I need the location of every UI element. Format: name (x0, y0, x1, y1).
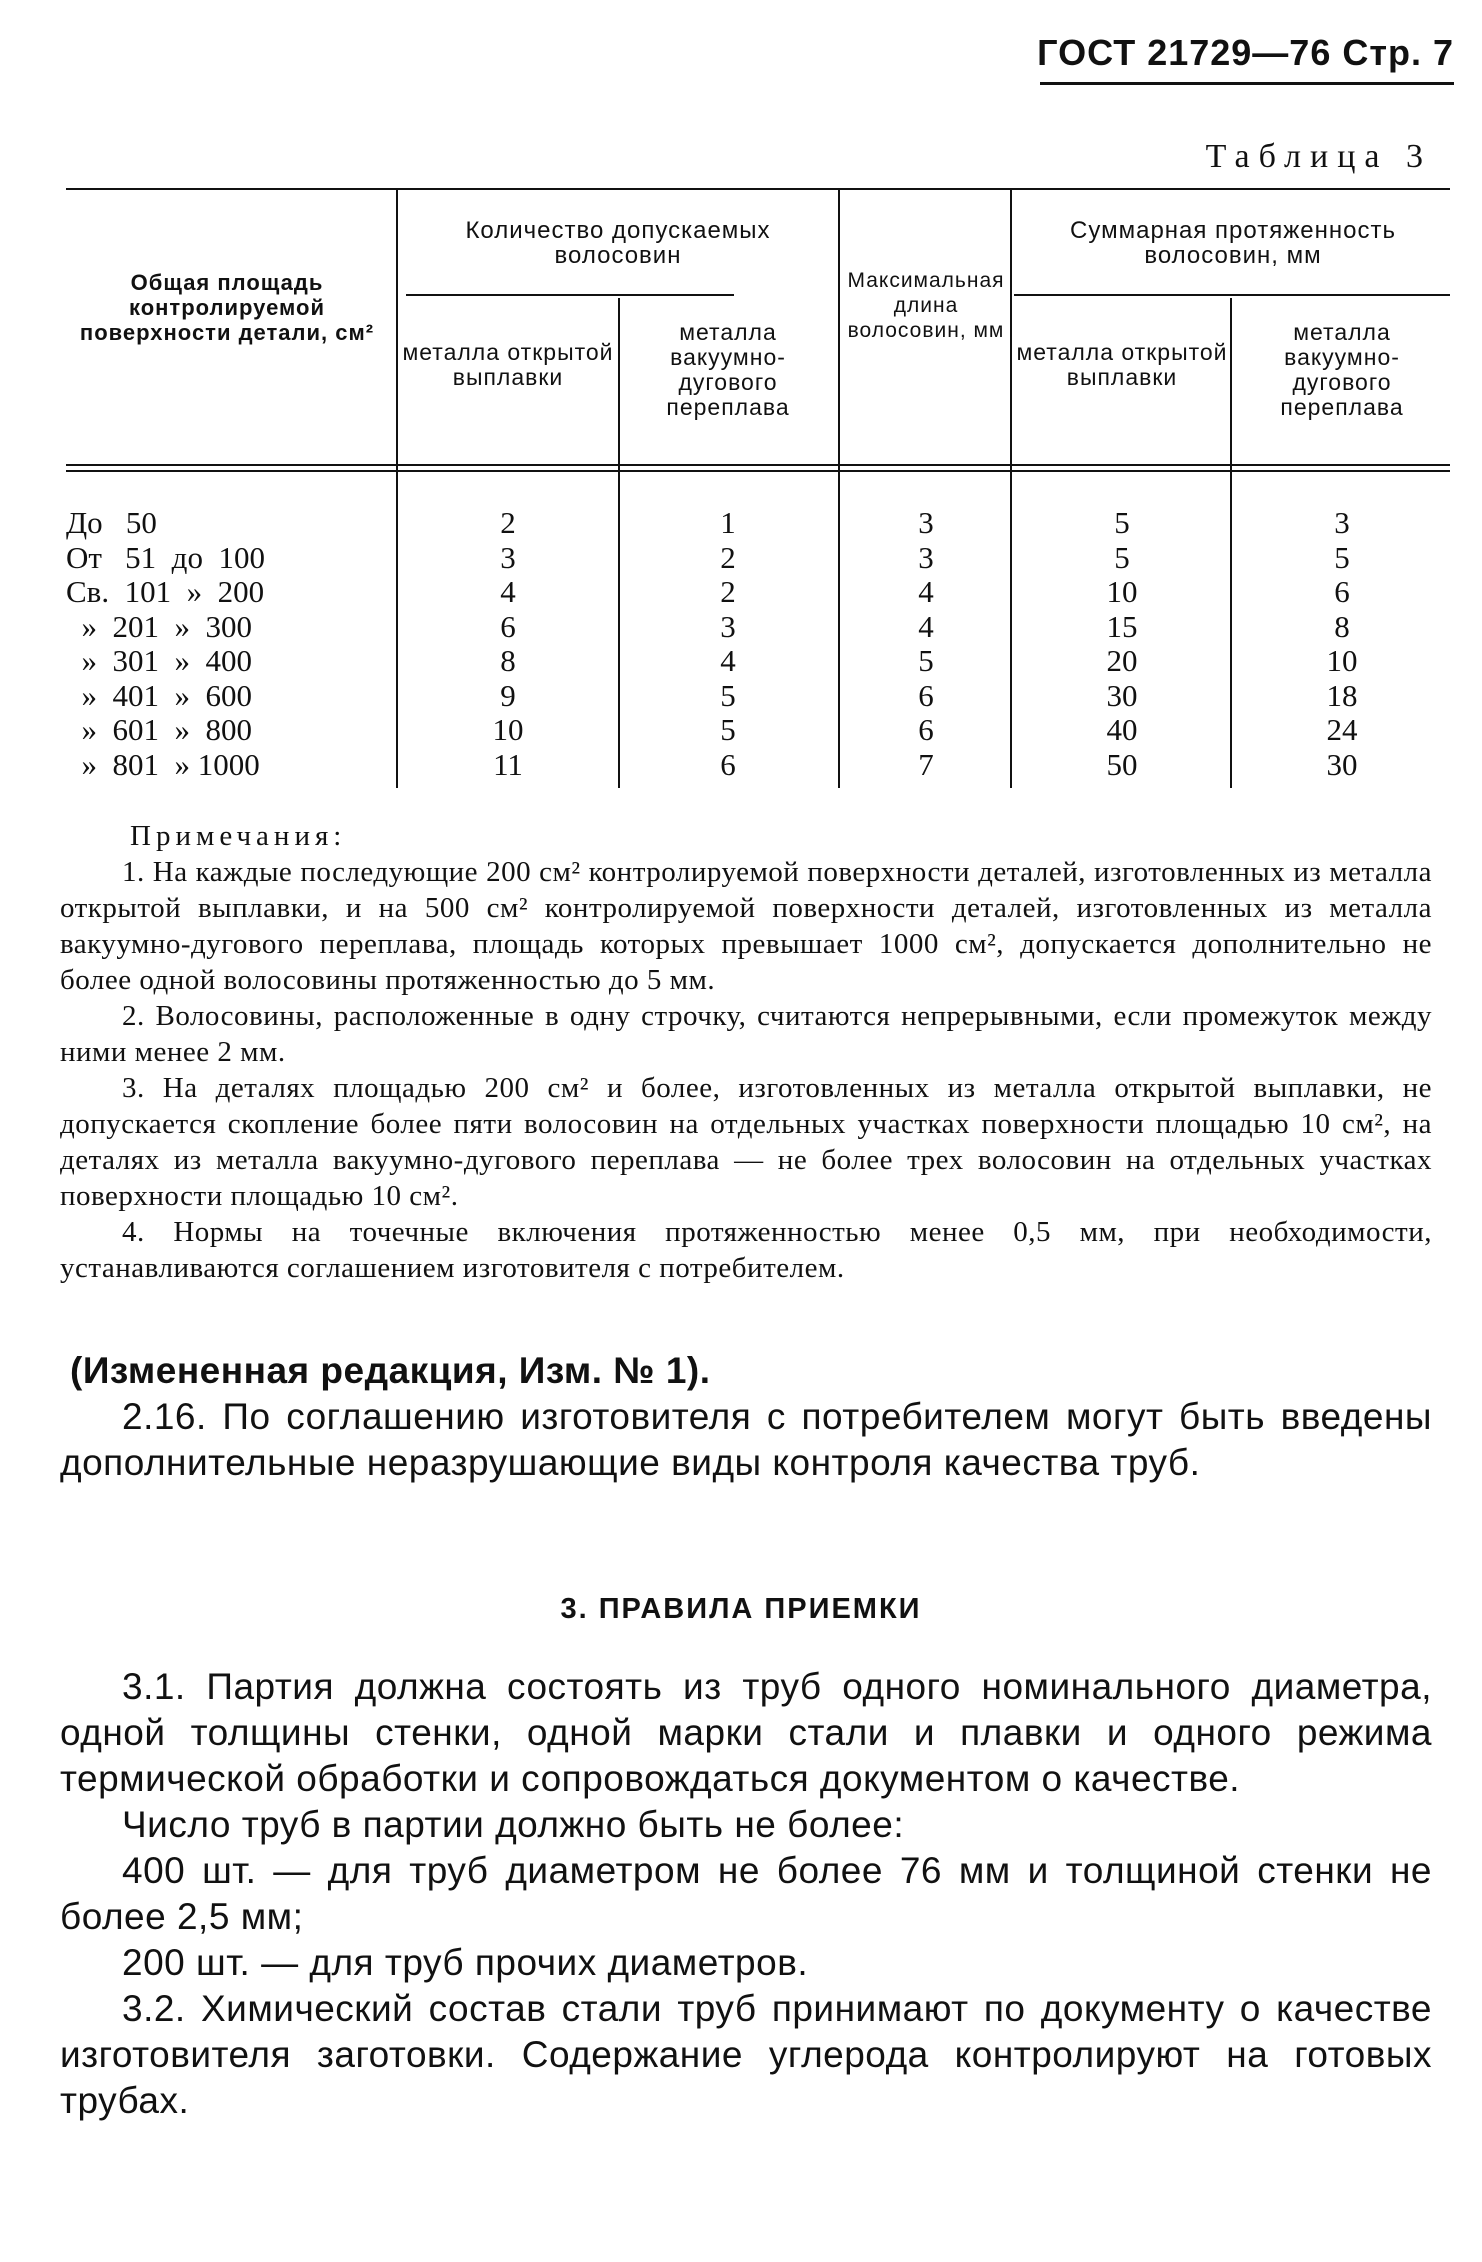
row-area-label: От 51 до 100 (66, 539, 265, 575)
cell-c1: 9 (500, 677, 516, 713)
cell-c5: 3 (1334, 505, 1350, 540)
cell-c2: 6 (720, 746, 736, 782)
cell-c4: 10 (1106, 574, 1138, 609)
cell-c3: 6 (918, 677, 934, 713)
para-2-16: 2.16. По соглашению изготовителя с потребителем могут быть введены дополнительные неразрушающие виды контроля качества труб. (60, 1396, 1432, 1483)
cell-c3: 5 (918, 643, 934, 678)
table-row (66, 575, 1450, 610)
para-3-1: 3.1. Партия должна состоять из труб одного номинального диаметра, одной толщины стенки, одной марки стали и плавки и одного режима термической обработки и сопровождаться документом о качестве. (60, 1666, 1432, 1799)
table-row (66, 713, 1450, 748)
cell-c1: 2 (500, 505, 516, 540)
row-area-label: » 301 » 400 (66, 643, 252, 678)
table-row (66, 679, 1450, 714)
cell-c3: 6 (918, 712, 934, 747)
count-subheader-rule (406, 294, 734, 296)
header-rule (1040, 82, 1454, 85)
cell-c3: 3 (918, 505, 934, 540)
cell-c1: 11 (493, 746, 523, 782)
header-count-open: металла открытой выплавки (402, 339, 614, 390)
cell-c5: 8 (1334, 608, 1350, 644)
note-4: 4. Нормы на точечные включения протяженностью менее 0,5 мм, при необходимости, устанавливаются соглашением изготовителя с потребителем. (60, 1216, 1432, 1284)
header-count-vac: металла вакуумно-дугового переплава (666, 319, 790, 420)
cell-c3: 4 (918, 608, 934, 644)
cell-c5: 24 (1326, 712, 1358, 747)
cell-c1: 8 (500, 643, 516, 678)
cell-c5: 6 (1334, 574, 1350, 609)
cell-c2: 5 (720, 677, 736, 713)
cell-c4: 15 (1106, 608, 1138, 644)
total-subheader-rule (1014, 294, 1450, 296)
cell-c2: 3 (720, 608, 736, 644)
table-body (66, 506, 1450, 782)
cell-c2: 2 (720, 574, 736, 609)
para-count: Число труб в партии должно быть не более: (122, 1804, 905, 1845)
header-total-vac: металла вакуумно-дугового переплава (1280, 319, 1404, 420)
page-header: ГОСТ 21729—76 Стр. 7 (1037, 32, 1454, 73)
section-3-body (60, 1664, 1432, 2124)
cell-c5: 18 (1326, 677, 1358, 713)
cell-c2: 1 (720, 505, 736, 540)
cell-c5: 10 (1326, 643, 1358, 678)
cell-c2: 5 (720, 712, 736, 747)
row-area-label: » 801 » 1000 (66, 746, 260, 782)
cell-c1: 3 (500, 539, 516, 575)
note-1: 1. На каждые последующие 200 см² контролируемой поверхности деталей, изготовленных из металла открытой выплавки, и на 500 см² контролируемой поверхности деталей, изготовленных из металла вакуумно-дугового переплава, площадь которых превышает 1000 см², допускается дополнительно не более одной волосовины протяженностью до 5 мм. (60, 856, 1432, 996)
cell-c3: 3 (918, 539, 934, 575)
row-area-label: » 601 » 800 (66, 712, 252, 747)
table-row (66, 610, 1450, 645)
row-area-label: Св. 101 » 200 (66, 574, 265, 609)
cell-c3: 4 (918, 574, 934, 609)
cell-c1: 6 (500, 608, 516, 644)
table-top-rule (66, 188, 1450, 190)
table-row (66, 541, 1450, 576)
cell-c1: 10 (492, 712, 524, 747)
row-area-label: » 401 » 600 (66, 677, 252, 713)
amend-block (60, 1348, 1432, 1486)
notes-block (60, 818, 1432, 1286)
cell-c4: 30 (1106, 677, 1138, 713)
row-area-label: » 201 » 300 (66, 608, 252, 644)
cell-c1: 4 (500, 574, 516, 609)
cell-c4: 5 (1114, 505, 1130, 540)
cell-c4: 40 (1106, 712, 1138, 747)
cell-c2: 2 (720, 539, 736, 575)
row-area-label: До 50 (66, 505, 157, 540)
para-400: 400 шт. — для труб диаметром не более 76 мм и толщиной стенки не более 2,5 мм; (60, 1850, 1432, 1937)
header-bottom-rule-2 (66, 470, 1450, 472)
note-3: 3. На деталях площадью 200 см² и более, изготовленных из металла открытой выплавки, не допускается скопление более пяти волосовин на отдельных участках поверхности площадью 10 см², на деталях из металла вакуумно-дугового переплава — не более трех волосовин на отдельных участках поверхности площадью 10 см². (60, 1072, 1432, 1212)
table-caption: Таблица 3 (1205, 138, 1432, 175)
cell-c4: 5 (1114, 539, 1130, 575)
cell-c3: 7 (918, 746, 934, 782)
header-area: Общая площадь контролируемой поверхности детали, см² (79, 270, 375, 345)
table-row (66, 644, 1450, 679)
header-total-open: металла открытой выплавки (1016, 339, 1228, 390)
header-count-group: Количество допускаемых волосовин (465, 217, 771, 269)
table-3 (66, 188, 1450, 788)
header-bottom-rule (66, 464, 1450, 466)
notes-title: Примечания: (130, 820, 347, 852)
para-3-2: 3.2. Химический состав стали труб принимают по документу о качестве изготовителя заготовки. Содержание углерода контролируют на готовых трубах. (60, 1988, 1432, 2121)
header-total-group: Суммарная протяженность волосовин, мм (1070, 217, 1396, 269)
table-row (66, 506, 1450, 541)
section-title: 3. ПРАВИЛА ПРИЕМКИ (560, 1593, 922, 1625)
cell-c4: 20 (1106, 643, 1138, 678)
table-row (66, 748, 1450, 783)
note-2: 2. Волосовины, расположенные в одну строчку, считаются непрерывными, если промежуток между ними менее 2 мм. (60, 1000, 1432, 1068)
cell-c4: 50 (1106, 746, 1138, 782)
amendment-note: (Измененная редакция, Изм. № 1). (70, 1350, 711, 1391)
header-max-length: Максимальная длина волосовин, мм (847, 269, 1005, 342)
para-200: 200 шт. — для труб прочих диаметров. (122, 1942, 809, 1983)
cell-c2: 4 (720, 643, 736, 678)
cell-c5: 5 (1334, 539, 1350, 575)
cell-c5: 30 (1326, 746, 1358, 782)
